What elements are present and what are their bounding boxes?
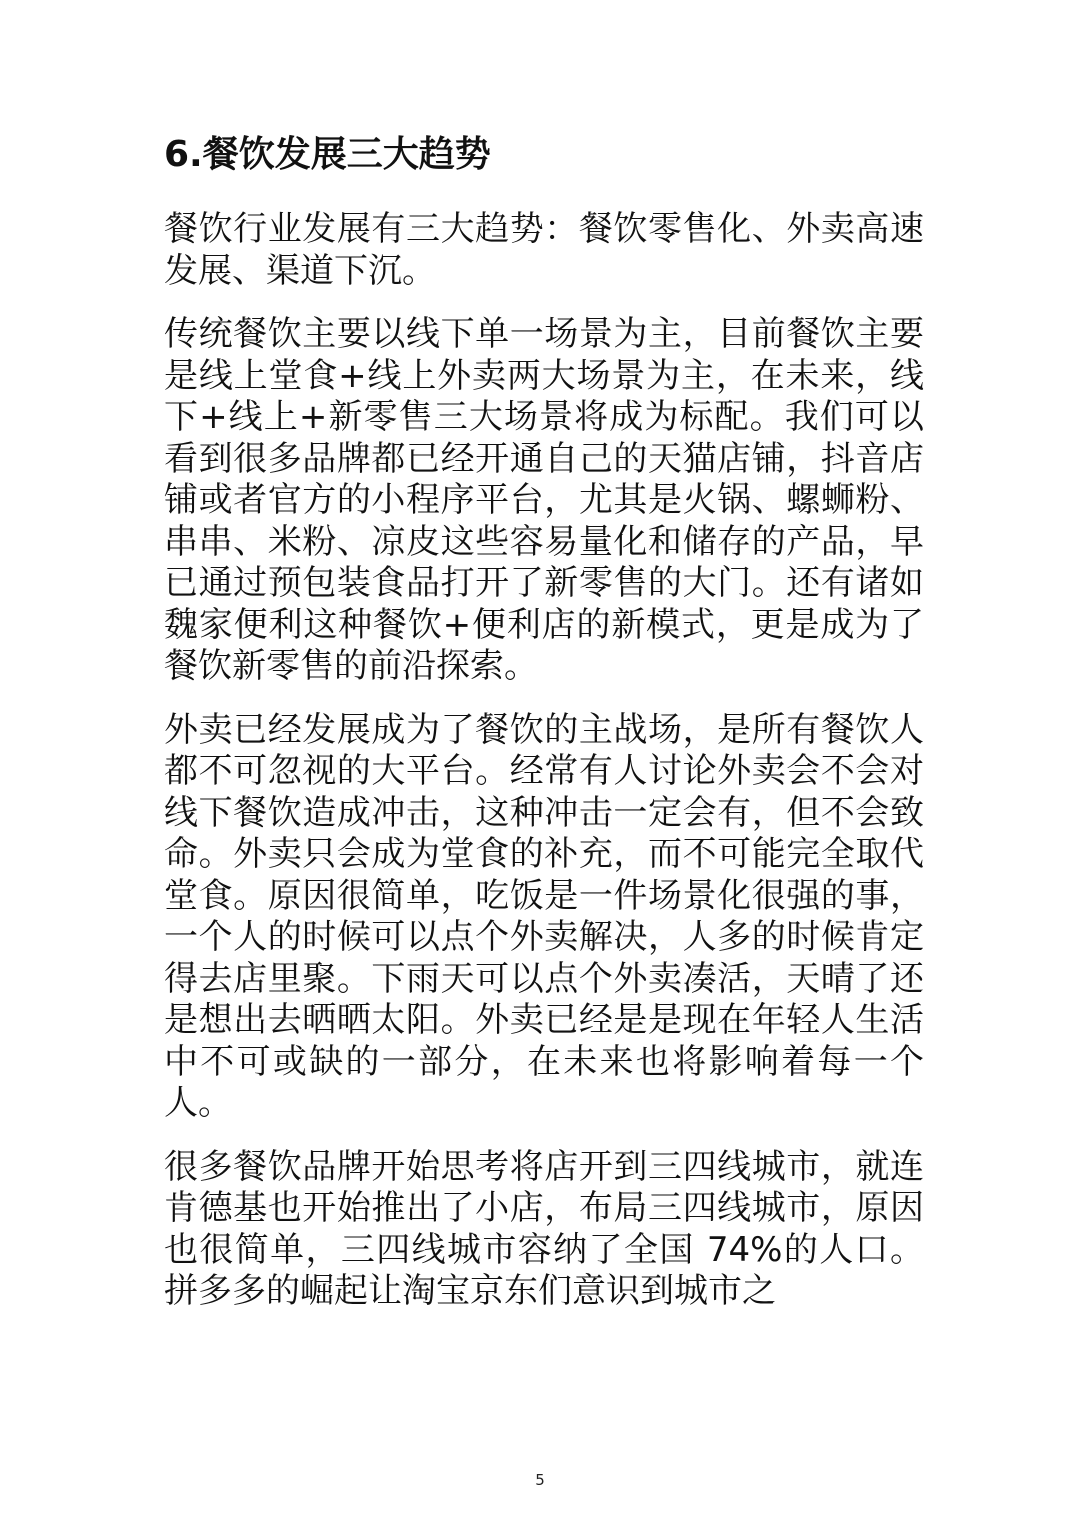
section-heading: 6.餐饮发展三大趋势 xyxy=(164,134,491,175)
page-number: 5 xyxy=(535,1471,545,1489)
paragraph-trends-intro: 餐饮行业发展有三大趋势：餐饮零售化、外卖高速发展、渠道下沉。 xyxy=(164,209,924,291)
paragraph-retail: 传统餐饮主要以线下单一场景为主，目前餐饮主要是线上堂食+线上外卖两大场景为主，在未来，线下+线上+新零售三大场景将成为标配。我们可以看到很多品牌都已经开通自己的天猫店铺，抖音店铺或者官方的小程序平台，尤其是火锅、螺蛳粉、串串、米粉、凉皮这些容易量化和储存的产品，早已通过预包装食品打开了新零售的大门。还有诸如魏家便利这种餐饮+便利店的新模式，更是成为了餐饮新零售的前沿探索。 xyxy=(164,314,924,686)
paragraph-delivery: 外卖已经发展成为了餐饮的主战场，是所有餐饮人都不可忽视的大平台。经常有人讨论外卖会不会对线下餐饮造成冲击，这种冲击一定会有，但不会致命。外卖只会成为堂食的补充，而不可能完全取代堂食。原因很简单，吃饭是一件场景化很强的事，一个人的时候可以点个外卖解决，人多的时候肯定得去店里聚。下雨天可以点个外卖凑活，天晴了还是想出去晒晒太阳。外卖已经是是现在年轻人生活中不可或缺的一部分，在未来也将影响着每一个人。 xyxy=(164,709,924,1123)
document-body xyxy=(164,128,924,1335)
paragraph-channel-sinking: 很多餐饮品牌开始思考将店开到三四线城市，就连肯德基也开始推出了小店，布局三四线城市，原因也很简单，三四线城市容纳了全国 74%的人口。拼多多的崛起让淘宝京东们意识到城市之 xyxy=(164,1146,924,1311)
